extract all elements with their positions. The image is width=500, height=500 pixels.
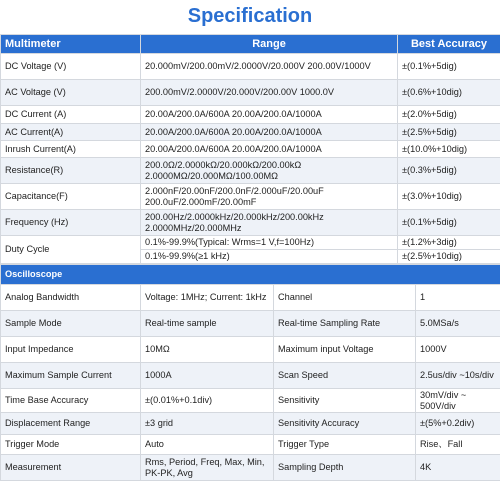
measure-range: 20.00A/200.0A/600A 20.00A/200.0A/1000A <box>141 141 398 158</box>
table-row <box>1 435 500 455</box>
table-row <box>1 363 500 389</box>
measure-accuracy: ±(1.2%+3dig) <box>398 236 500 250</box>
spec-value: 1 <box>416 285 500 311</box>
page-title: Specification <box>187 5 313 27</box>
table-row <box>1 389 500 413</box>
table-row <box>1 455 500 481</box>
measure-name: AC Voltage (V) <box>1 80 141 106</box>
measure-range: 200.00mV/2.0000V/20.000V/200.00V 1000.0V <box>141 80 398 106</box>
spec-value: 30mV/div ~ 500V/div <box>416 389 500 413</box>
spec-label: Maximum input Voltage <box>274 337 416 363</box>
specification-sheet <box>0 34 500 481</box>
measure-accuracy: ±(0.1%+5dig) <box>398 54 500 80</box>
measure-range: 20.00A/200.0A/600A 20.00A/200.0A/1000A <box>141 106 398 124</box>
measure-range: 200.00Hz/2.0000kHz/20.000kHz/200.00kHz 2.0000MHz/20.000MHz <box>141 210 398 236</box>
measure-accuracy: ±(0.1%+5dig) <box>398 210 500 236</box>
oscilloscope-table <box>0 264 500 481</box>
measure-name: DC Current (A) <box>1 106 141 124</box>
spec-label: Channel <box>274 285 416 311</box>
spec-value: ±(5%+0.2div) <box>416 413 500 435</box>
measure-range: 2.000nF/20.00nF/200.0nF/2.000uF/20.00uF 200.0uF/2.000mF/20.00mF <box>141 184 398 210</box>
measure-name: DC Voltage (V) <box>1 54 141 80</box>
measure-accuracy: ±(10.0%+10dig) <box>398 141 500 158</box>
measure-accuracy: ±(0.6%+10dig) <box>398 80 500 106</box>
measure-name: Resistance(R) <box>1 158 141 184</box>
spec-value: 2.5us/div ~10s/div <box>416 363 500 389</box>
measure-range: 0.1%-99.9%(≥1 kHz) <box>141 250 398 264</box>
spec-value: 1000V <box>416 337 500 363</box>
oscilloscope-header-row <box>1 265 500 285</box>
measure-name: AC Current(A) <box>1 124 141 141</box>
table-row <box>1 80 500 106</box>
table-row <box>1 158 500 184</box>
measure-range: 20.000mV/200.00mV/2.0000V/20.000V 200.00V/1000V <box>141 54 398 80</box>
table-row <box>1 141 500 158</box>
table-row <box>1 124 500 141</box>
table-row <box>1 184 500 210</box>
measure-name: Inrush Current(A) <box>1 141 141 158</box>
spec-value: Rms, Period, Freq, Max, Min, PK-PK, Avg <box>141 455 274 481</box>
range-header: Range <box>141 35 398 54</box>
spec-label: Sample Mode <box>1 311 141 337</box>
table-row <box>1 210 500 236</box>
spec-value: ±3 grid <box>141 413 274 435</box>
oscilloscope-header: Oscilloscope <box>1 265 500 285</box>
measure-accuracy: ±(3.0%+10dig) <box>398 184 500 210</box>
measure-accuracy: ±(2.5%+5dig) <box>398 124 500 141</box>
spec-label: Scan Speed <box>274 363 416 389</box>
table-row <box>1 413 500 435</box>
spec-value: 4K <box>416 455 500 481</box>
measure-range: 0.1%-99.9%(Typical: Wrms=1 V,f=100Hz) <box>141 236 398 250</box>
spec-value: 5.0MSa/s <box>416 311 500 337</box>
spec-value: Auto <box>141 435 274 455</box>
spec-label: Sensitivity <box>274 389 416 413</box>
spec-label: Trigger Type <box>274 435 416 455</box>
spec-label: Sampling Depth <box>274 455 416 481</box>
spec-label: Real-time Sampling Rate <box>274 311 416 337</box>
spec-value: Real-time sample <box>141 311 274 337</box>
spec-label: Sensitivity Accuracy <box>274 413 416 435</box>
measure-accuracy: ±(2.5%+10dig) <box>398 250 500 264</box>
measure-accuracy: ±(2.0%+5dig) <box>398 106 500 124</box>
spec-value: 1000A <box>141 363 274 389</box>
spec-label: Displacement Range <box>1 413 141 435</box>
spec-value: Voltage: 1MHz; Current: 1kHz <box>141 285 274 311</box>
measure-name: Duty Cycle <box>1 236 141 264</box>
measure-name: Capacitance(F) <box>1 184 141 210</box>
spec-label: Input Impedance <box>1 337 141 363</box>
measure-name: Frequency (Hz) <box>1 210 141 236</box>
table-row <box>1 285 500 311</box>
table-row <box>1 236 500 250</box>
table-row <box>1 337 500 363</box>
spec-label: Maximum Sample Current <box>1 363 141 389</box>
spec-value: ±(0.01%+0.1div) <box>141 389 274 413</box>
table-row <box>1 54 500 80</box>
accuracy-header: Best Accuracy <box>398 35 500 54</box>
spec-label: Analog Bandwidth <box>1 285 141 311</box>
measure-accuracy: ±(0.3%+5dig) <box>398 158 500 184</box>
spec-label: Measurement <box>1 455 141 481</box>
spec-label: Time Base Accuracy <box>1 389 141 413</box>
spec-value: 10MΩ <box>141 337 274 363</box>
measure-range: 200.0Ω/2.0000kΩ/20.000kΩ/200.00kΩ 2.0000MΩ/20.000MΩ/100.00MΩ <box>141 158 398 184</box>
spec-label: Trigger Mode <box>1 435 141 455</box>
spec-value: Rise、Fall <box>416 435 500 455</box>
table-row <box>1 311 500 337</box>
measure-range: 20.00A/200.0A/600A 20.00A/200.0A/1000A <box>141 124 398 141</box>
multimeter-header-row <box>1 35 500 54</box>
table-row <box>1 106 500 124</box>
multimeter-header: Multimeter <box>1 35 141 54</box>
multimeter-table <box>0 34 500 264</box>
